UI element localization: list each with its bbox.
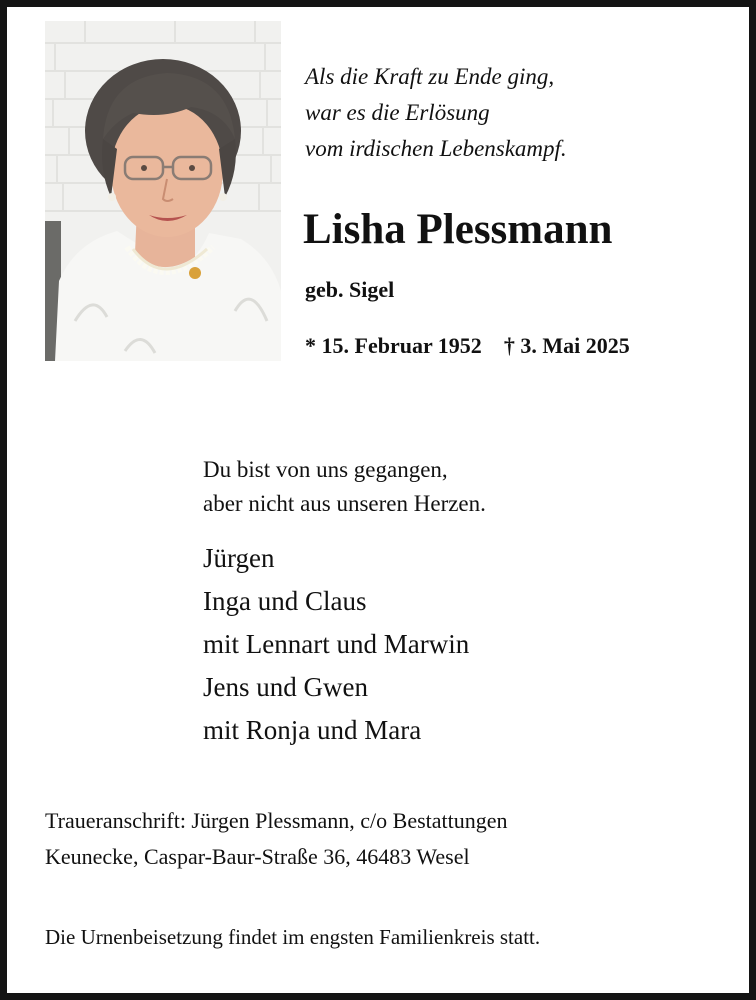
birth-date: * 15. Februar 1952 [305,333,482,358]
mourner-line: Jürgen [203,543,275,573]
motto-line: war es die Erlösung [305,100,490,125]
death-date: † 3. Mai 2025 [503,333,630,358]
birth-name: geb. Sigel [305,277,395,302]
motto-line: vom irdischen Lebenskampf. [305,136,567,161]
portrait-photo [45,21,281,361]
motto-line: Als die Kraft zu Ende ging, [305,64,555,89]
motto-verse [305,59,725,167]
mourning-address [45,803,508,875]
memorial-verse [203,453,486,521]
mourners-list [203,537,469,752]
verse-line: aber nicht aus unseren Herzen. [203,491,486,516]
life-dates [305,331,630,361]
mourner-line: Jens und Gwen [203,672,368,702]
address-line: Keunecke, Caspar-Baur-Straße 36, 46483 Wesel [45,844,470,869]
verse-line: Du bist von uns gegangen, [203,457,448,482]
deceased-name: Lisha Plessmann [303,206,613,253]
mourner-line: Inga und Claus [203,586,367,616]
mourner-line: mit Ronja und Mara [203,715,422,745]
mourner-line: mit Lennart und Marwin [203,629,470,659]
address-line: Traueranschrift: Jürgen Plessmann, c/o Bestattungen [45,808,508,833]
portrait-illustration [45,21,281,361]
burial-notice: Die Urnenbeisetzung findet im engsten Familienkreis statt. [45,925,541,949]
